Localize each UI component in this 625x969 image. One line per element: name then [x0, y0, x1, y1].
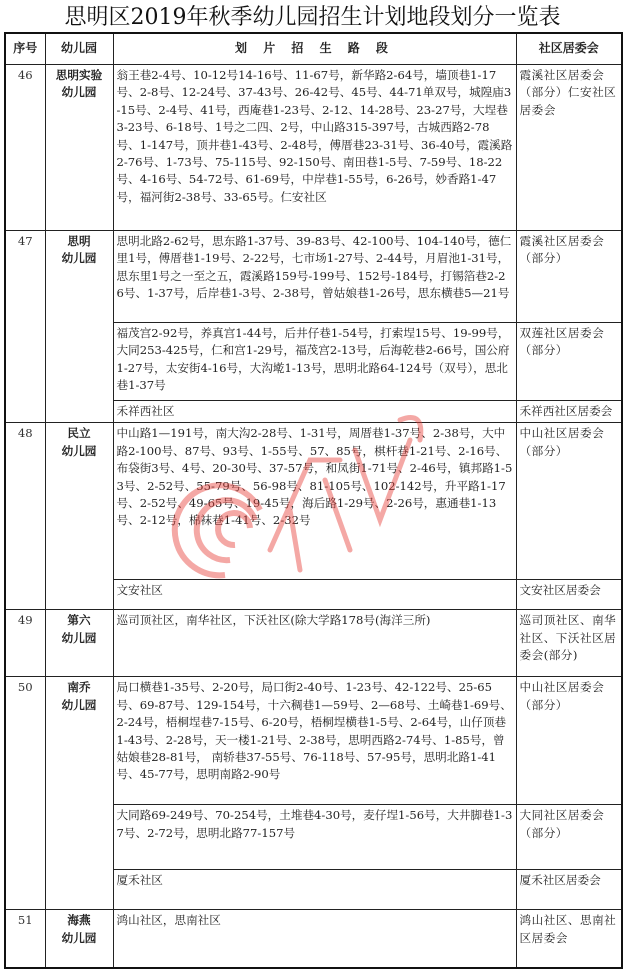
kindergarten-name: 海燕 幼儿园: [45, 910, 113, 968]
row-index: 51: [5, 910, 45, 968]
kindergarten-name: 南乔 幼儿园: [45, 677, 113, 910]
community-committee: 大同社区居委会（部分）: [516, 805, 622, 870]
community-committee: 中山社区居委会（部分）: [516, 423, 622, 580]
community-committee: 双莲社区居委会（部分）: [516, 323, 622, 401]
row-index: 48: [5, 423, 45, 610]
community-committee: 巡司顶社区、南华社区、下沃社区居委会(部分): [516, 610, 622, 677]
row-index: 47: [5, 231, 45, 423]
row-index: 50: [5, 677, 45, 910]
table-header-row: [5, 33, 622, 65]
enrollment-zone-table: [4, 32, 623, 969]
table-row: [5, 65, 622, 231]
header-kindergarten: 幼儿园: [45, 33, 113, 65]
community-committee: 鸿山社区、思南社区居委会: [516, 910, 622, 968]
road-segments: 禾祥西社区: [113, 401, 516, 423]
table-row: [5, 677, 622, 805]
kindergarten-name: 第六 幼儿园: [45, 610, 113, 677]
road-segments: 福茂宫2-92号，养真宫1-44号，后井仔巷1-54号，打索埕15号、19-99号，大同253-425号，仁和宫1-29号，福茂宫2-13号，后海乾巷2-66号，国公府1-27号，太安街4-16号，大沟墘1-13号，思明北路64-124号（双号），思北巷1-37号: [113, 323, 516, 401]
road-segments: 思明北路2-62号，思东路1-37号、39-83号、42-100号、104-140号，德仁里1号，傅厝巷1-19号、2-22号，七市场1-27号、2-44号，月眉池1-31号，思东里1号之一至之五，霞溪路159号-199号、152号-184号，打锡箔巷2-26号、1-37号，后岸巷1-3号、2-38号，曾姑娘巷1-26号，思东横巷5—21号: [113, 231, 516, 323]
road-segments: 大同路69-249号、70-254号，土堆巷4-30号，麦仔埕1-56号，大井脚巷1-37号、2-72号，思明北路77-157号: [113, 805, 516, 870]
road-segments: 翁王巷2-4号、10-12号14-16号、11-67号，新华路2-64号，墙顶巷1-17号、2-8号、12-24号、37-43号、26-42号、45号、44-71单双号，城隍庙3-15号、2-4号、41号，西庵巷1-23号、2-12、14-28号、23-27号，大埕巷3-23号、6-18号、1号之二四、2号，中山路315-397号，古城西路2-78号、1-147号，顶井巷1-43号、2-48号，傅厝巷23-31号、36-40号，霞溪路2-76号、1-73号、75-115号、92-150号、南田巷1-5号、7-59号、18-22号、4-16号、54-72号、61-69号，中岸巷1-55号，6-26号，妙香路1-47号，福河街2-38号、33-65号。仁安社区: [113, 65, 516, 231]
table-row: [5, 910, 622, 968]
kindergarten-name: 思明实验 幼儿园: [45, 65, 113, 231]
road-segments: 巡司顶社区，南华社区，下沃社区(除大学路178号(海洋三所): [113, 610, 516, 677]
road-segments: 厦禾社区: [113, 870, 516, 910]
community-committee: 中山社区居委会（部分）: [516, 677, 622, 805]
header-community: 社区居委会: [516, 33, 622, 65]
table-row: [5, 610, 622, 677]
kindergarten-name: 思明 幼儿园: [45, 231, 113, 423]
community-committee: 厦禾社区居委会: [516, 870, 622, 910]
community-committee: 霞溪社区居委会（部分）: [516, 231, 622, 323]
header-index: 序号: [5, 33, 45, 65]
community-committee: 霞溪社区居委会（部分）仁安社区居委会: [516, 65, 622, 231]
header-roads: 划 片 招 生 路 段: [113, 33, 516, 65]
table-row: [5, 423, 622, 580]
table-row: [5, 231, 622, 323]
kindergarten-name: 民立 幼儿园: [45, 423, 113, 610]
road-segments: 中山路1—191号，南大沟2-28号、1-31号，周厝巷1-37号、2-38号，大中路2-100号、87号、93号、1-55号、57、85号，棋杆巷1-21号、2-16号、布袋街3号、4号、20-30号、37-57号，和凤街1-71号、2-46号，镇邦路1-53号、2-52号、55-79号、56-98号、81-105号、102-142号，升平路1-17号、2-52号、49-65号、19-45号，海后路1-29号、2-26号，惠通巷1-13号、2-12号，棉袜巷1-41号、2-32号: [113, 423, 516, 580]
page-title: 思明区2019年秋季幼儿园招生计划地段划分一览表: [64, 5, 561, 30]
road-segments: 鸿山社区，思南社区: [113, 910, 516, 968]
row-index: 46: [5, 65, 45, 231]
road-segments: 文安社区: [113, 580, 516, 610]
community-committee: 禾祥西社区居委会: [516, 401, 622, 423]
row-index: 49: [5, 610, 45, 677]
community-committee: 文安社区居委会: [516, 580, 622, 610]
road-segments: 局口横巷1-35号、2-20号，局口街2-40号、1-23号、42-122号、25-65号、69-87号、129-154号，十六稠巷1—59号、2—68号、土崎巷1-69号、2-24号，梧桐埕巷7-15号、6-20号，梧桐埕横巷1-5号、2-64号，山仔顶巷1-43号、2-28号，天一楼1-21号、2-38号，思明西路2-74号、1-85号，曾姑娘巷28-81号， 南轿巷37-55号、76-118号、57-95号，思明北路1-41号、45-77号，思明南路2-90号: [113, 677, 516, 805]
